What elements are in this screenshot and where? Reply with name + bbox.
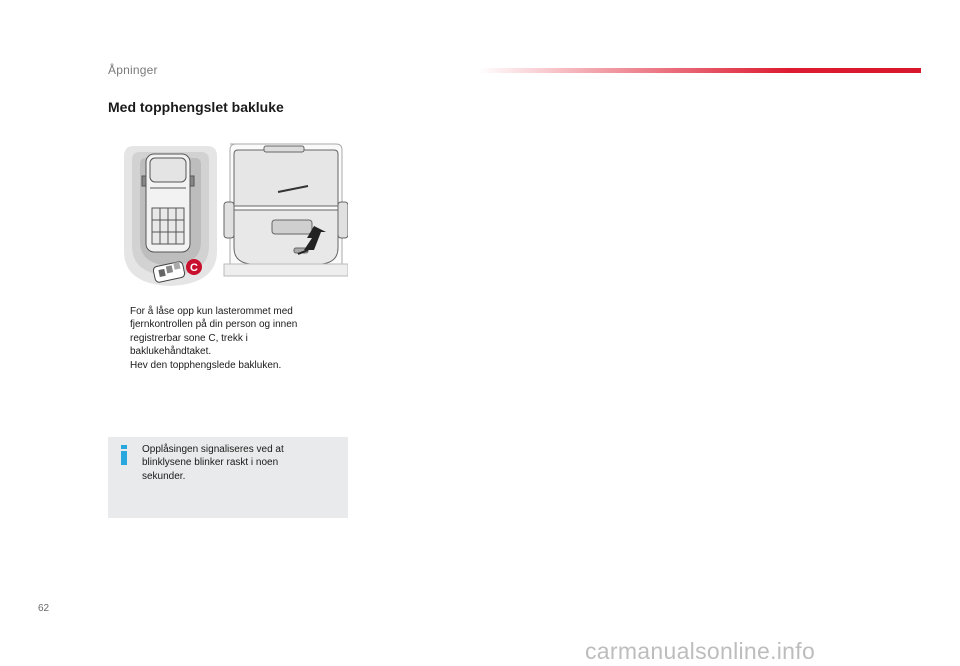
- section-accent-rule: [478, 68, 921, 73]
- info-note: [108, 437, 348, 518]
- zone-label: C: [190, 262, 198, 274]
- page-number: 62: [38, 603, 50, 614]
- info-icon: [117, 445, 131, 465]
- instruction-text: Hev den topphengslede bakluken.: [130, 359, 282, 371]
- info-text: Opplåsingen signaliseres ved at blinklysene blinker raskt i noen sekunder.: [142, 444, 284, 482]
- top-view-van-icon: [142, 154, 194, 252]
- zone-c-badge: [186, 259, 202, 275]
- tailgate-illustration: [112, 136, 348, 292]
- rear-tailgate-icon: [224, 144, 348, 276]
- page-title: Med topphengslet bakluke: [108, 99, 284, 115]
- watermark: carmanualsonline.info: [585, 638, 816, 664]
- list-item: [108, 305, 328, 359]
- list-item: [108, 359, 328, 372]
- instruction-text: For å låse opp kun lasterommet med fjernkontrollen på din person og innen registrerbar sone C, trekk i baklukehåndtaket.: [130, 306, 298, 358]
- instruction-list: [108, 305, 328, 372]
- section-label: Åpninger: [108, 63, 158, 77]
